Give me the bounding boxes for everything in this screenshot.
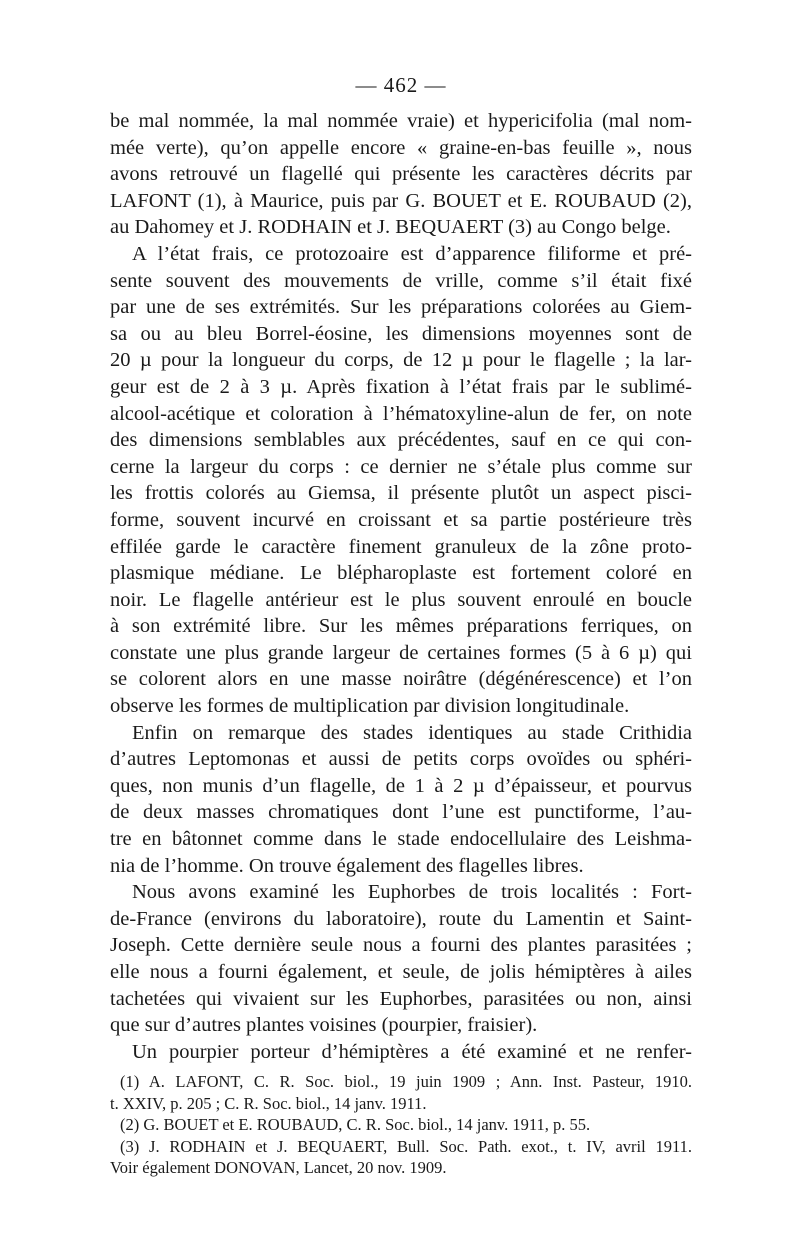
text-line: LAFONT (1), à Maurice, puis par G. BOUET et E. ROUBAUD (2), <box>110 189 692 212</box>
text-line: par une de ses extrémités. Sur les préparations colorées au Giem- <box>110 296 692 319</box>
paragraph-1 <box>110 108 692 241</box>
paragraph-2 <box>110 241 692 720</box>
text-line: Nous avons examiné les Euphorbes de trois localités : Fort- <box>132 881 692 904</box>
text-line: sente souvent des mouvements de vrille, comme s’il était fixé <box>110 269 692 292</box>
text-line: Enfin on remarque des stades identiques au stade Crithidia <box>132 721 692 744</box>
text-line: 20 µ pour la longueur du corps, de 12 µ pour le flagelle ; la lar- <box>110 349 692 372</box>
footnote-1-continuation: t. XXIV, p. 205 ; C. R. Soc. biol., 14 janv. 1911. <box>110 1093 427 1113</box>
text-line: ques, non munis d’un flagelle, de 1 à 2 µ d’épaisseur, et pourvus <box>110 774 692 797</box>
text-line: se colorent alors en une masse noirâtre (dégénérescence) et l’on <box>110 668 692 691</box>
text-line: de deux masses chromatiques dont l’une est punctiforme, l’au- <box>110 801 692 824</box>
paragraph-5 <box>110 1039 692 1066</box>
footnote-3-continuation: Voir également DONOVAN, Lancet, 20 nov. 1909. <box>110 1158 447 1178</box>
footnotes <box>110 1071 692 1179</box>
text-line: Un pourpier porteur d’hémiptères a été examiné et ne renfer- <box>132 1040 692 1063</box>
text-line: tachetées qui vivaient sur les Euphorbes, parasitées ou non, ainsi <box>110 987 692 1010</box>
text-line: à son extrémité libre. Sur les mêmes préparations ferriques, on <box>110 615 692 638</box>
footnote-3: (3) J. RODHAIN et J. BEQUAERT, Bull. Soc. Path. exot., t. IV, avril 1911. <box>120 1136 692 1156</box>
text-line: avons retrouvé un flagellé qui présente les caractères décrits par <box>110 163 692 186</box>
text-line: effilée garde le caractère finement granuleux de la zône proto- <box>110 535 692 558</box>
footnote-1: (1) A. LAFONT, C. R. Soc. biol., 19 juin 1909 ; Ann. Inst. Pasteur, 1910. <box>120 1072 692 1092</box>
text-line: tre en bâtonnet comme dans le stade endocellulaire des Leishma- <box>110 828 692 851</box>
text-line: plasmique médiane. Le blépharoplaste est fortement coloré en <box>110 562 692 585</box>
text-line: noir. Le flagelle antérieur est le plus souvent enroulé en boucle <box>110 588 692 611</box>
text-line: cerne la largeur du corps : ce dernier ne s’étale plus comme sur <box>110 455 692 478</box>
text-line: constate une plus grande largeur de certaines formes (5 à 6 µ) qui <box>110 641 692 664</box>
text-line: alcool-acétique et coloration à l’hématoxyline-alun de fer, on note <box>110 402 692 425</box>
text-line: A l’état frais, ce protozoaire est d’apparence filiforme et pré- <box>132 242 692 265</box>
body-text <box>110 108 692 1065</box>
text-line: nia de l’homme. On trouve également des flagelles libres. <box>110 854 584 877</box>
text-line: elle nous a fourni également, et seule, de jolis hémiptères à ailes <box>110 961 692 983</box>
text-line: Joseph. Cette dernière seule nous a fourni des plantes parasitées ; <box>110 934 692 957</box>
text-line: de-France (environs du laboratoire), route du Lamentin et Saint- <box>110 907 692 930</box>
text-line: d’autres Leptomonas et aussi de petits corps ovoïdes ou sphéri- <box>110 748 692 771</box>
text-line: au Dahomey et J. RODHAIN et J. BEQUAERT (3) au Congo belge. <box>110 216 671 239</box>
text-line: que sur d’autres plantes voisines (pourpier, fraisier). <box>110 1014 538 1037</box>
paragraph-4 <box>110 879 692 1039</box>
text-line: be mal nommée, la mal nommée vraie) et hypericifolia (mal nom- <box>110 110 692 132</box>
text-line: sa ou au bleu Borrel-éosine, les dimensions moyennes sont de <box>110 322 692 345</box>
text-line: mée verte), qu’on appelle encore « graine-en-bas feuille », nous <box>110 136 692 159</box>
page-number: — 462 — <box>355 73 447 97</box>
footnote-2: (2) G. BOUET et E. ROUBAUD, C. R. Soc. biol., 14 janv. 1911, p. 55. <box>120 1115 591 1135</box>
text-line: forme, souvent incurvé en croissant et sa partie postérieure très <box>110 508 692 531</box>
text-line: observe les formes de multiplication par division longitudinale. <box>110 695 630 718</box>
text-line: les frottis colorés au Giemsa, il présente plutôt un aspect pisci- <box>110 482 692 505</box>
paragraph-3 <box>110 720 692 880</box>
text-line: des dimensions semblables aux précédentes, sauf en ce qui con- <box>110 429 692 452</box>
text-line: geur est de 2 à 3 µ. Après fixation à l’état frais par le sublimé- <box>110 375 692 398</box>
book-page <box>110 72 692 1179</box>
